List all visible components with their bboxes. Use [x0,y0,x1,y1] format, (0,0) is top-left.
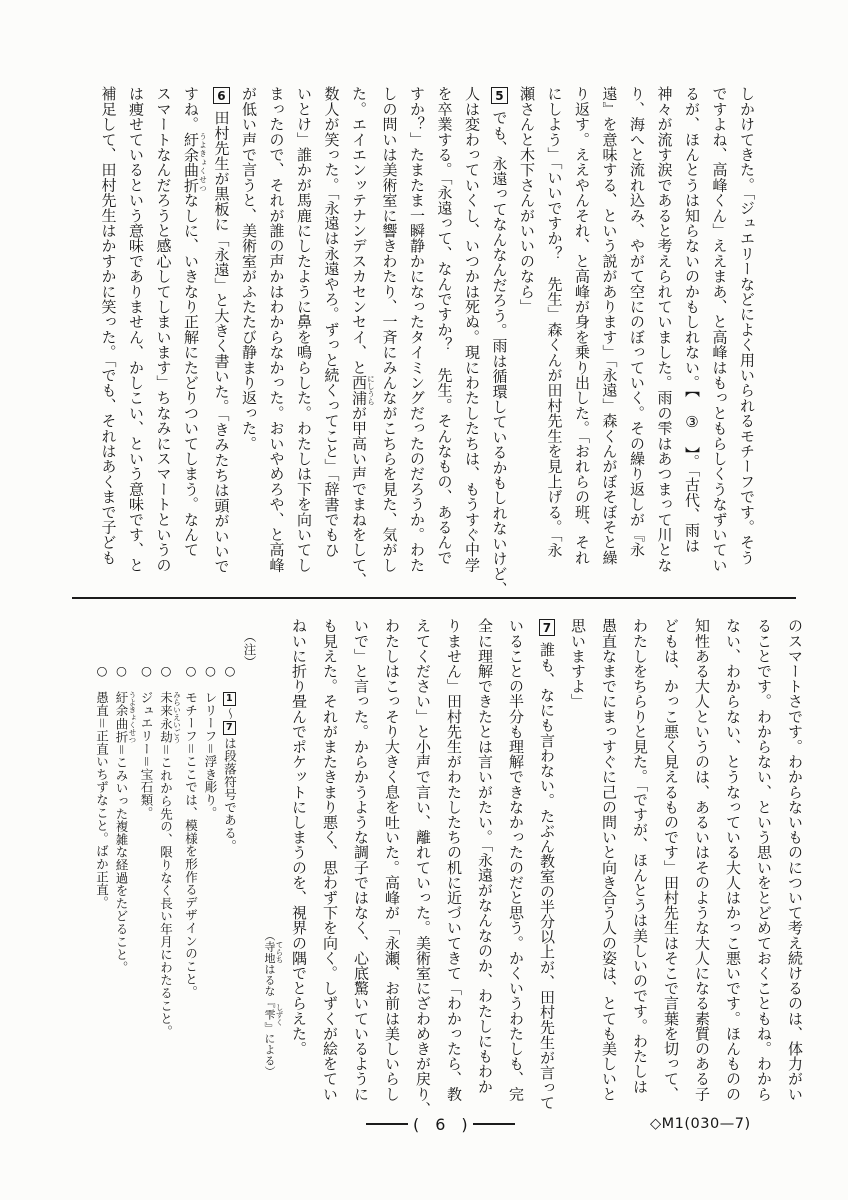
text-column: 遠』を意味する、という説があります」「永遠」森くんがぼそぼそと繰 [600,86,619,565]
paragraph-number-box: 1 [223,692,236,706]
text-column: スマートなんだろうと感心してしまいます」ちなみにスマートというの [154,86,173,573]
text-column: 5でも、永遠ってなんなんだろう。雨は循環しているかもしれないけど、 [490,89,509,597]
text-column: どもは、かっこ悪く見えるものです」田村先生はそこで言葉を切って、 [662,618,680,1102]
note-item: ○ 紆余曲折 うよきょくせつ＝こみいった複雑な経過をたどること。 [114,663,137,974]
dash-right [473,1123,515,1125]
text-column: を卒業する。「永遠って、なんですか？ 先生。そんなもの、あるんで [435,86,454,565]
text-column: た。エイエンッテナンデスカセンセイ、と西浦にしうらが甲高い声でまねをして、 [350,86,376,588]
note-item: ○ ジュエリー＝宝石類。 [139,663,154,820]
note-item: ○ 愚直＝正直いちずなこと。ばか正直。 [94,663,110,909]
note-item: ○ 1～7は段落符号である。 [222,663,238,853]
note-item: ○ 未来永劫 みらいえいごう＝これから先の、限りなく長い年月にわたること。 [158,663,182,1038]
text-column: いで」と言った。からかうような調子ではなく、心底驚いているように [352,618,370,1102]
text-column: のスマートさです。わからないものについて考え続けるのは、体力がい [786,618,804,1102]
note-item: ○ モチーフ＝ここでは、模様を形作るデザインのこと。 [183,663,199,999]
half-page-divider-rule [72,597,796,599]
passage-bottom-block [283,618,810,1117]
text-column: り返す。ええやんそれ、と高峰が身を乗り出した。「おれらの班、それ [573,86,591,565]
paragraph-number-box: 5 [491,87,508,104]
dash-left [366,1123,408,1125]
text-column: まったので、それが誰の声かはわからなかった。おいやめろや、と高峰 [267,86,286,573]
text-column: 思いますよ」 [569,618,587,709]
paragraph-number-box: 7 [539,619,555,636]
text-column: にしよう」「いいですか？ 先生」森くんが田村先生を見上げる。「永 [545,86,564,558]
text-column: り、海へと流れ込み、やがて空にのぼっていく。その繰り返しが『永 [628,86,646,558]
document-code: ◇M1(030—7) [650,1116,751,1132]
text-column: 瀬さんと木下さんがいいのなら」 [518,86,536,314]
text-column: いとけ」誰かが馬鹿にしたように鼻を鳴らした。わたしは下を向いてし [295,86,313,573]
text-column: ですよね、高峰くん」ええまあ、と高峰はもっともらしくうなずいてい [710,86,729,573]
text-column: ねいに折り畳んでポケットにしまうのを、視界の隅でとらえた。 [290,618,308,1056]
text-column: すね。紆余曲折うよきょくせつなしに、いきなり正解にたどりついてしまう。なんて [182,86,208,558]
page-number [366,1112,515,1135]
text-column: 数人が笑った。「永遠は永遠やろ。ずっと続くってこと」「辞書でもひ [322,86,341,558]
passage-top-block [94,86,760,597]
text-column: 人は変わっていくし、いつかは死ぬ。現にわたしたちは、もうすぐ中学 [463,86,481,573]
text-column: 神々が流す涙であると考えられていました。雨の雫はあつまって川とな [655,86,674,573]
text-column: すか？」たまたま一瞬静かになったタイミングだったのだろうか。わた [408,86,426,573]
text-column: が低い声で言うと、美術室がふたたび静まり返った。 [240,86,258,451]
notes-block [92,630,259,1060]
text-column: も見えた。それがまたきまり悪く、思わず下を向く。しずくが絵をてい [321,618,339,1102]
text-column: ることです。わからない、という思いをとどめておくこともね。わから [755,618,773,1102]
page-number-label: ( 6 ) [413,1115,468,1134]
note-item: ○ レリーフ＝浮き彫り。 [203,663,218,820]
text-column: りません」田村先生がわたしたちの机に近づいてきて「わかったら、教 [445,618,463,1102]
text-column: わたしをちらりと見た。「ですが、ほんとうは美しいのです。わたしは [631,618,649,1094]
text-column: しの問いは美術室に響きわたり、一斉にみんながこちらを見た、気がし [380,86,399,573]
text-column: 6田村先生が黒板に「永遠」と大きく書いた。「きみたちは頭がいいで [212,89,231,574]
source-attribution: （寺地 てらちはるな『雫 しずく』による） [263,930,284,1077]
text-column: 補足して、田村先生はかすかに笑った。「でも、それはあくまで子ども [99,86,118,565]
text-column: 愚直なまでにまっすぐに己の問いと向き合う人の姿は、とても美しいと [600,618,618,1102]
notes-header: （注） [242,630,257,669]
paragraph-number-box: 6 [213,87,230,104]
text-column: えてください」と小声で言い、離れていった。美術室にざわめきが戻り、 [414,618,432,1117]
text-column: は痩せているという意味でありません、かしこい、という意味です、と [127,86,145,573]
text-column: いることの半分も理解できなかったのだと思う。かくいうわたしも、完 [507,618,525,1102]
paragraph-number-box: 7 [223,721,236,735]
text-column: しかけてきた。「ジュエリーなどによく用いられるモチーフです。そう [738,86,756,565]
text-column: ない、わからない、とうなっている大人はかっこ悪いです。ほんものの [724,618,742,1102]
text-column: わたしはこっそり大きく息を吐いた。高峰が「永瀬、お前は美しいらし [383,618,401,1102]
text-column: 全に理解できたとは言いがたい。「永遠がなんなのか、わたしにもわか [476,618,494,1094]
text-column: 知性ある大人というのは、あるいはそのような大人になる素質のある子 [693,618,711,1102]
text-column: 7誰も、なにも言わない。たぶん教室の半分以上が、田村先生が言って [538,621,556,1111]
text-column: るが、ほんとうは知らないのかもしれない。【 ③ 】。「古代、雨は [683,86,701,553]
